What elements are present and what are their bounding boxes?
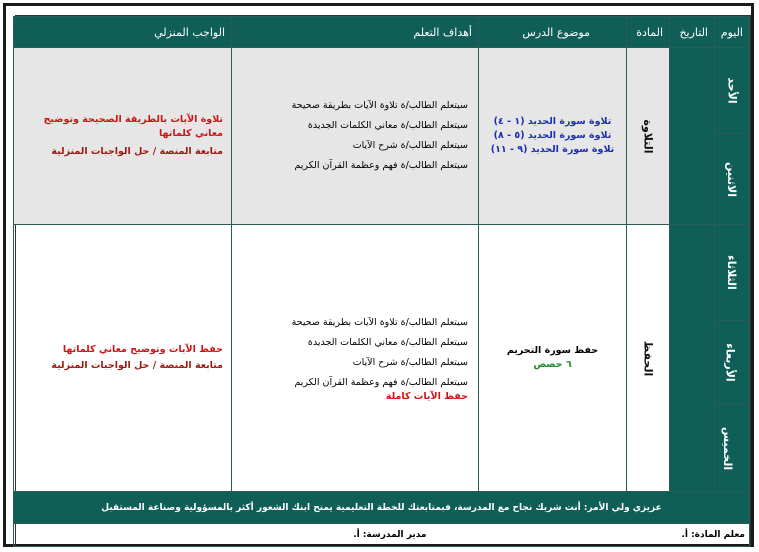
signature-row <box>14 524 750 547</box>
topic-sessions: ٦ حصص <box>533 359 572 370</box>
goal-item: سيتعلم الطالب/ة فهم وعظمة القرآن الكريم <box>294 376 468 388</box>
table-row <box>14 48 750 134</box>
header-date: التاريخ <box>670 17 715 48</box>
principal-signature: مدير المدرسة: أ. <box>14 524 627 547</box>
homework-sub: متابعة المنصة / حل الواجبات المنزلية <box>51 146 223 157</box>
topic-line: تلاوة سورة الحديد (٥ - ٨) <box>493 130 612 141</box>
goal-item: سيتعلم الطالب/ة معاني الكلمات الجديدة <box>307 336 468 348</box>
homework-cell <box>14 225 232 492</box>
day-thursday: الخميس <box>715 405 750 492</box>
goal-item: سيتعلم الطالب/ة معاني الكلمات الجديدة <box>307 120 468 131</box>
plan-table <box>13 16 750 547</box>
note-row <box>14 492 750 524</box>
day-tuesday: الثلاثاء <box>715 225 750 321</box>
header-homework: الواجب المنزلي <box>14 17 232 48</box>
parent-note: عزيزي ولي الأمر: أنت شريك نجاح مع المدرسة، فبمتابعتك للخطة التعليمية يمنح ابنك الشعور أكثر بالمسؤولية وصناعة المستقبل <box>14 492 750 524</box>
header-topic: موضوع الدرس <box>479 17 627 48</box>
goal-item: سيتعلم الطالب/ة شرح الآيات <box>352 140 468 151</box>
homework-sub: متابعة المنصة / حل الواجبات المنزلية <box>51 360 223 371</box>
header-subject: المادة <box>627 17 670 48</box>
goal-item: سيتعلم الطالب/ة فهم وعظمة القرآن الكريم <box>294 160 468 171</box>
topic-cell <box>479 225 627 492</box>
subject-cell <box>627 225 670 492</box>
goals-cell <box>232 48 479 225</box>
table-row <box>14 225 750 321</box>
topic-title: حفظ سورة التحريم <box>506 345 599 356</box>
subject-cell <box>627 48 670 225</box>
teacher-signature: معلم المادة: أ. <box>627 524 750 547</box>
weekly-plan <box>15 15 751 547</box>
topic-cell <box>479 48 627 225</box>
goal-item: سيتعلم الطالب/ة تلاوة الآيات بطريقة صحيحة <box>291 316 468 328</box>
subject-label: الحفظ <box>641 340 655 376</box>
goal-item: سيتعلم الطالب/ة شرح الآيات <box>352 356 468 368</box>
goal-item: سيتعلم الطالب/ة تلاوة الآيات بطريقة صحيحة <box>291 100 468 111</box>
date-cell <box>670 48 715 225</box>
homework-main: تلاوة الآيات بالطريقة الصحيحة وتوضيح معاني كلماتها <box>43 114 223 139</box>
header-goals: أهداف التعلم <box>232 17 479 48</box>
topic-line: تلاوة سورة الحديد (٩ - ١١) <box>490 144 615 155</box>
subject-label: التلاوة <box>641 118 655 154</box>
page-frame <box>3 3 754 547</box>
topic-line: تلاوة سورة الحديد (١ - ٤) <box>493 116 612 127</box>
day-monday: الاثنين <box>715 134 750 225</box>
homework-cell <box>14 48 232 225</box>
homework-main: حفظ الآيات وتوضيح معاني كلماتها <box>62 344 223 355</box>
day-wednesday: الأربعاء <box>715 321 750 405</box>
day-sunday: الأحد <box>715 48 750 134</box>
header-day: اليوم <box>715 17 750 48</box>
header-row <box>14 17 750 48</box>
goals-cell <box>232 225 479 492</box>
goal-extra: حفظ الآيات كاملة <box>385 390 468 402</box>
